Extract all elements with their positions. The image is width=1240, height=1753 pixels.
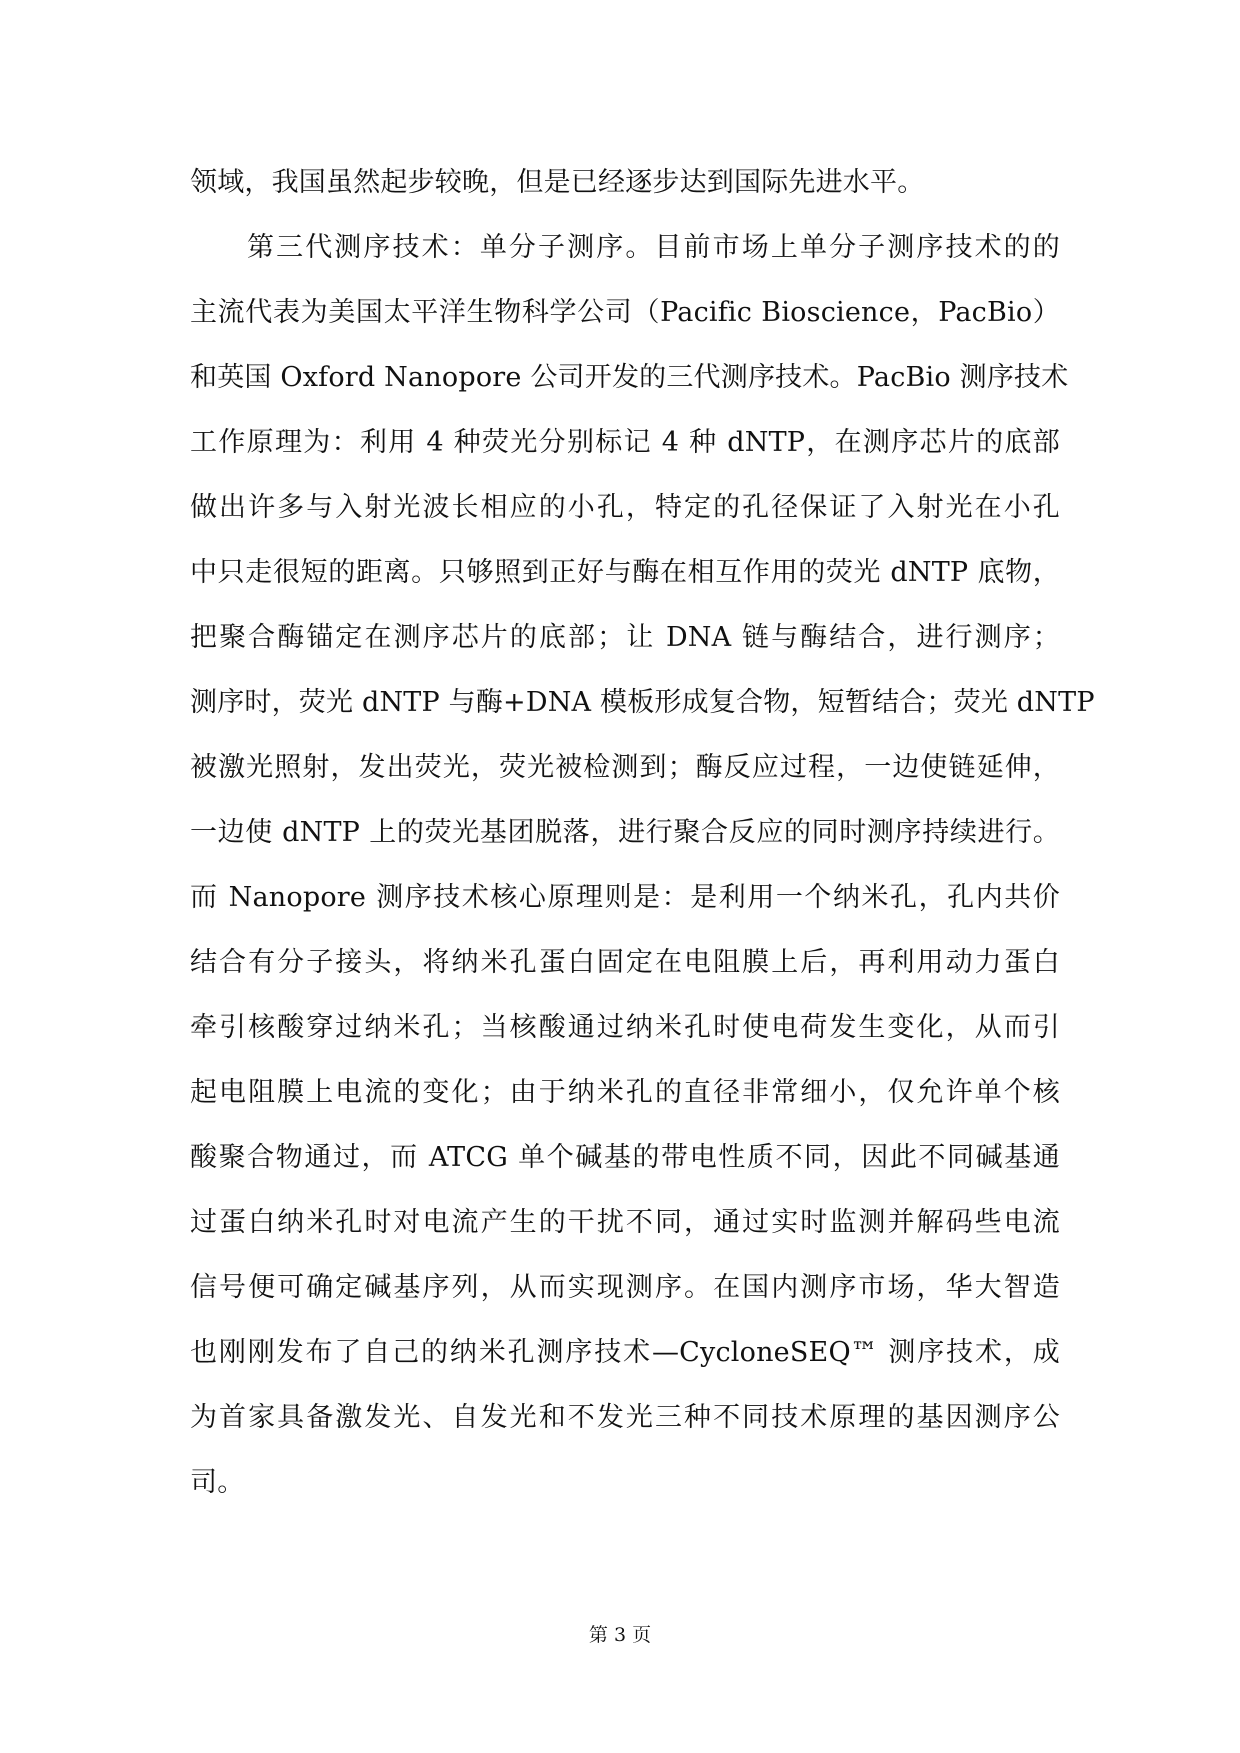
text-line: 结合有分子接头，将纳米孔蛋白固定在电阻膜上后，再利用动力蛋白 (190, 947, 1060, 978)
text-line: 也刚刚发布了自己的纳米孔测序技术—CycloneSEQ™ 测序技术，成 (190, 1337, 1060, 1368)
text-line: 领域，我国虽然起步较晚，但是已经逐步达到国际先进水平。 (190, 167, 925, 198)
text-line: 牵引核酸穿过纳米孔；当核酸通过纳米孔时使电荷发生变化，从而引 (190, 1012, 1060, 1043)
body-text (190, 150, 1095, 1515)
text-line: 司。 (190, 1467, 245, 1498)
text-line: 和英国 Oxford Nanopore 公司开发的三代测序技术。PacBio 测序技术 (190, 362, 1069, 393)
text-line: 酸聚合物通过，而 ATCG 单个碱基的带电性质不同，因此不同碱基通 (190, 1142, 1060, 1173)
text-line: 把聚合酶锚定在测序芯片的底部；让 DNA 链与酶结合，进行测序； (190, 622, 1060, 653)
text-line: 而 Nanopore 测序技术核心原理则是：是利用一个纳米孔，孔内共价 (190, 882, 1060, 913)
text-line: 过蛋白纳米孔时对电流产生的干扰不同，通过实时监测并解码些电流 (190, 1207, 1060, 1238)
text-line: 一边使 dNTP 上的荧光基团脱落，进行聚合反应的同时测序持续进行。 (190, 817, 1060, 848)
text-line: 主流代表为美国太平洋生物科学公司（Pacific Bioscience，PacBio） (190, 297, 1060, 328)
text-line: 被激光照射，发出荧光，荧光被检测到；酶反应过程，一边使链延伸， (190, 752, 1060, 783)
page-number: 第 3 页 (588, 1624, 652, 1646)
text-line: 为首家具备激发光、自发光和不发光三种不同技术原理的基因测序公 (190, 1402, 1060, 1433)
text-line: 信号便可确定碱基序列，从而实现测序。在国内测序市场，华大智造 (190, 1272, 1060, 1303)
text-line: 第三代测序技术：单分子测序。目前市场上单分子测序技术的的 (247, 232, 1060, 263)
text-line: 中只走很短的距离。只够照到正好与酶在相互作用的荧光 dNTP 底物， (190, 557, 1060, 588)
text-line: 测序时，荧光 dNTP 与酶+DNA 模板形成复合物，短暂结合；荧光 dNTP (190, 687, 1095, 718)
text-line: 工作原理为：利用 4 种荧光分别标记 4 种 dNTP，在测序芯片的底部 (190, 427, 1060, 458)
text-line: 起电阻膜上电流的变化；由于纳米孔的直径非常细小，仅允许单个核 (190, 1077, 1060, 1108)
text-line: 做出许多与入射光波长相应的小孔，特定的孔径保证了入射光在小孔 (190, 492, 1060, 523)
